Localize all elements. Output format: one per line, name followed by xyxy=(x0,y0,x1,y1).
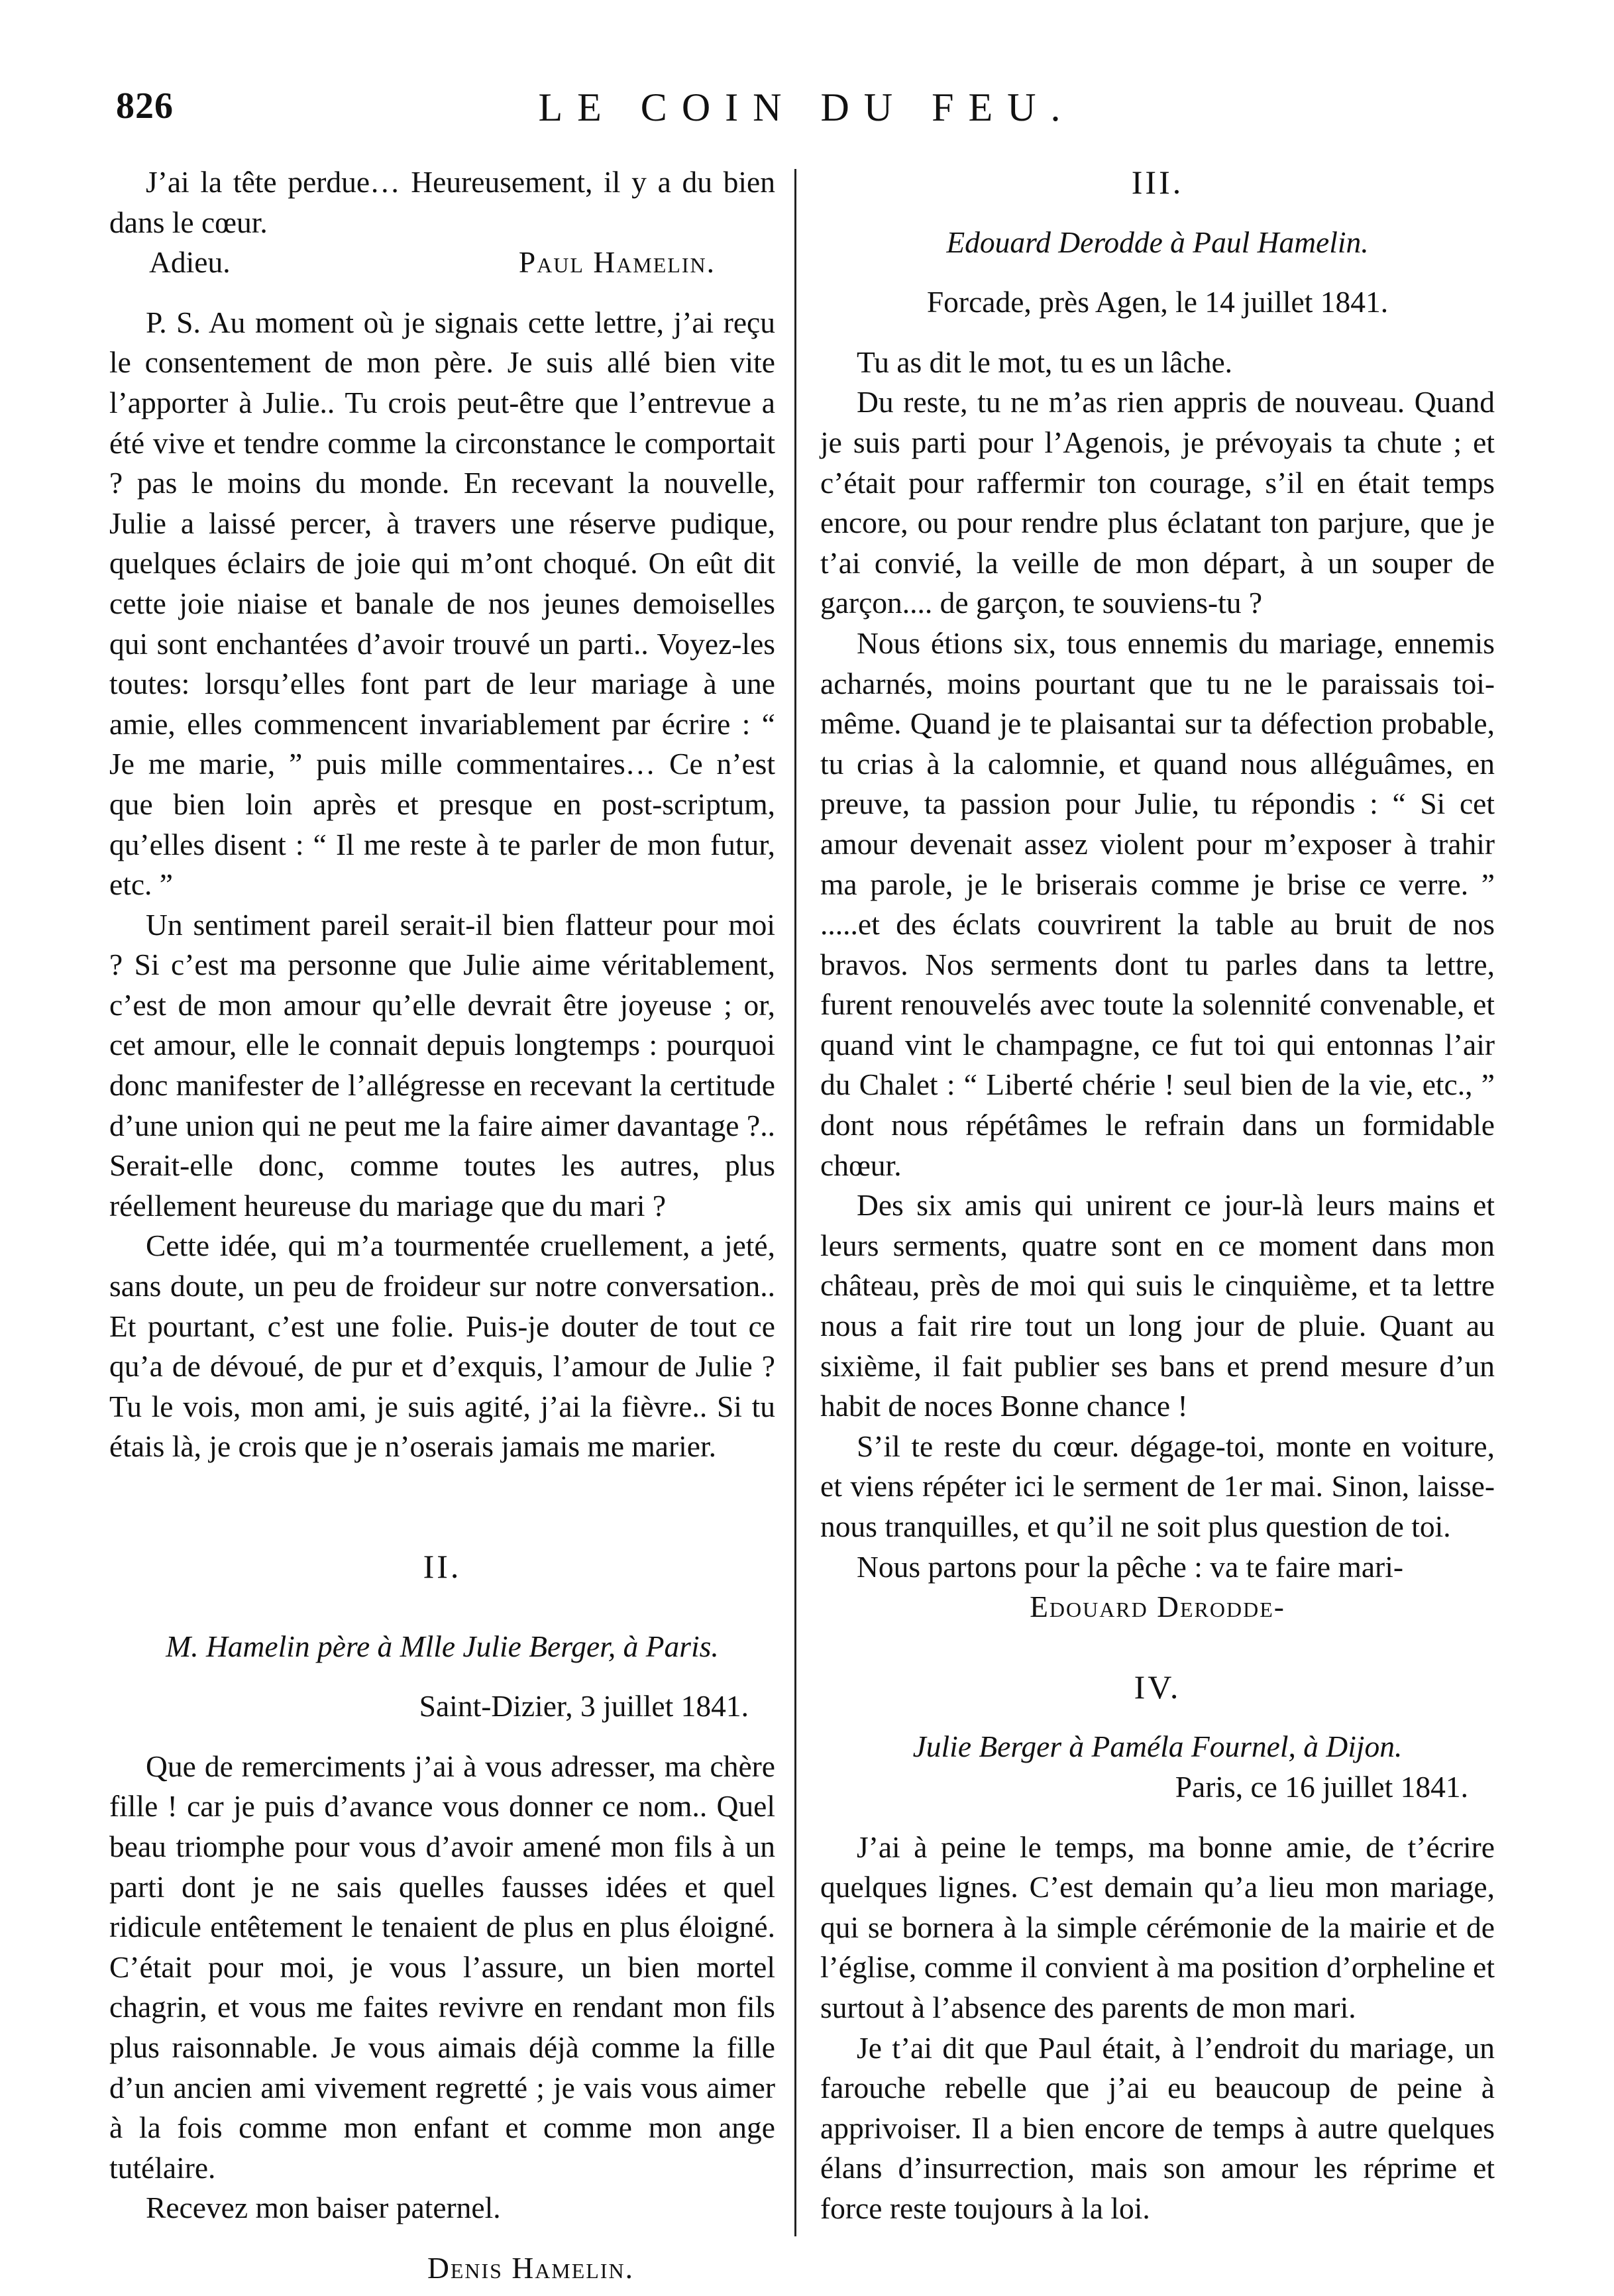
paragraph: Tu as dit le mot, tu es un lâche. xyxy=(857,345,1233,379)
letter-address: M. Hamelin père à Mlle Julie Berger, à Paris. xyxy=(166,1629,719,1663)
letter-address: Edouard Derodde à Paul Hamelin. xyxy=(946,225,1369,259)
left-column xyxy=(109,162,775,2289)
paragraph: Nous partons pour la pêche : va te faire mari- xyxy=(857,1549,1403,1584)
page-header xyxy=(116,85,1497,151)
paragraph: J’ai à peine le temps, ma bonne amie, de t’écrire quelques lignes. C’est demain qu’a lieu mon mariage, qui se bornera à la simple cérémonie de la mairie et de l’église, comme il convient à ma position d’orpheline et surtout à l’absence des parents de mon mari. xyxy=(820,1830,1495,2024)
paragraph: Du reste, tu ne m’as rien appris de nouveau. Quand je suis parti pour l’Agenois, je prévoyais ta chute ; et c’était pour raffermir ton courage, s’il en était temps encore, ou pour rendre plus éclatant ton parjure, que je t’ai convié, la veille de mon départ, à un souper de garçon.... de garçon, te souviens-tu ? xyxy=(820,385,1495,620)
closing: Adieu. xyxy=(149,245,231,280)
letter-numeral: II. xyxy=(423,1548,462,1585)
signature: Paul Hamelin. xyxy=(518,245,716,280)
column-divider xyxy=(794,169,796,2236)
right-column xyxy=(820,162,1495,2229)
paragraph: Des six amis qui unirent ce jour-là leurs mains et leurs serments, quatre sont en ce moment dans mon château, près de moi qui suis le cinquième, et ta lettre nous a fait rire tout un long jour de pluie. Quant au sixième, il fait publier ses bans et prend mesure d’un habit de noces Bonne chance ! xyxy=(820,1188,1495,1423)
page-number: 826 xyxy=(116,85,174,127)
signature: Denis Hamelin. xyxy=(427,2250,634,2285)
signature-line xyxy=(109,243,775,283)
postscript: P. S. Au moment où je signais cette lettre, j’ai reçu le consentement de mon père. Je suis allé bien vite l’apporter à Julie.. Tu crois peut-être que l’entrevue a été vive et tendre comme la circonstance le comportait ? pas le moins du monde. En recevant la nouvelle, Julie a laissé percer, à travers une réserve pudique, quelques éclairs de joie qui m’ont choqué. On eût dit cette joie niaise et banale de nos jeunes demoiselles qui sont enchantées d’avoir trouvé un parti.. Voyez-les toutes: lorsqu’elles font part de leur mariage à une amie, elles commencent invariablement par écrire : “ Je me marie, ” puis mille commentaires… Ce n’est que bien loin après et presque en post-scriptum, qu’elles disent : “ Il me reste à te parler de mon futur, etc. ” xyxy=(109,305,775,902)
paragraph: Recevez mon baiser paternel. xyxy=(146,2191,501,2225)
running-title: LE COIN DU FEU. xyxy=(538,85,1075,129)
signature: Edouard Derodde- xyxy=(1030,1590,1285,1624)
letter-date: Paris, ce 16 juillet 1841. xyxy=(1175,1769,1468,1804)
paragraph: J’ai la tête perdue… Heureusement, il y a du bien dans le cœur. xyxy=(109,165,775,239)
paragraph: Cette idée, qui m’a tourmentée cruellement, a jeté, sans doute, un peu de froideur sur notre conversation.. Et pourtant, c’est une folie. Puis-je douter de tout ce qu’a de dévoué, de pur et d’exquis, l’amour de Julie ? Tu le vois, mon ami, je suis agité, j’ai la fièvre.. Si tu étais là, je crois que je n’oserais jamais me marier. xyxy=(109,1229,775,1464)
letter-date: Saint-Dizier, 3 juillet 1841. xyxy=(419,1689,749,1723)
paragraph: Un sentiment pareil serait-il bien flatteur pour moi ? Si c’est ma personne que Julie aime véritablement, c’est de mon amour qu’elle devrait être joyeuse ; or, cet amour, elle le connait depuis longtemps : pourquoi donc manifester de l’allégresse en recevant la certitude d’une union qui ne peut me la faire aimer davantage ?.. Serait-elle donc, comme toutes les autres, plus réellement heureuse du mariage que du mari ? xyxy=(109,907,775,1223)
paragraph: S’il te reste du cœur. dégage-toi, monte en voiture, et viens répéter ici le serment de 1er mai. Sinon, laisse-nous tranquilles, et qu’il ne soit plus question de toi. xyxy=(820,1429,1495,1543)
letter-numeral: IV. xyxy=(1134,1668,1181,1706)
letter-date: Forcade, près Agen, le 14 juillet 1841. xyxy=(926,285,1389,319)
paragraph: Nous étions six, tous ennemis du mariage, ennemis acharnés, moins pourtant que tu ne le paraissais toi-même. Quand je te plaisantai sur ta défection probable, tu crias à la calomnie, et quand nous alléguâmes, en preuve, ta passion pour Julie, tu répondis : “ Si cet amour devenait assez violent pour m’exposer à trahir ma parole, je le briserais comme je brise ce verre. ” .....et des éclats couvrirent la table au bruit de nos bravos. Nos serments dont tu parles dans ta lettre, furent renouvelés avec toute la solennité convenable, et quand vint le champagne, ce fut toi qui entonnas l’air du Chalet : “ Liberté chérie ! seul bien de la vie, etc., ” dont nous répétâmes le refrain dans un formidable chœur. xyxy=(820,626,1495,1182)
letter-address: Julie Berger à Paméla Fournel, à Dijon. xyxy=(912,1729,1403,1764)
paragraph: Que de remerciments j’ai à vous adresser, ma chère fille ! car je puis d’avance vous donner ce nom.. Quel beau triomphe pour vous d’avoir amené mon fils à un parti dont je ne sais quelles fausses idées et quel ridicule entêtement le tenaient de plus en plus éloigné. C’était pour moi, je vous l’assure, un bien mortel chagrin, et vous me faites revivre en rendant mon fils plus raisonnable. Je vous aimais déjà comme la fille d’un ancien ami vivement regretté ; je vais vous aimer à la fois comme mon enfant et comme mon ange tutélaire. xyxy=(109,1749,775,2185)
letter-numeral: III. xyxy=(1131,164,1184,201)
paragraph: Je t’ai dit que Paul était, à l’endroit du mariage, un farouche rebelle que j’ai eu beaucoup de peine à apprivoiser. Il a bien encore de temps à autre quelques élans d’insurrection, mais son amour les réprime et force reste toujours à la loi. xyxy=(820,2030,1495,2225)
